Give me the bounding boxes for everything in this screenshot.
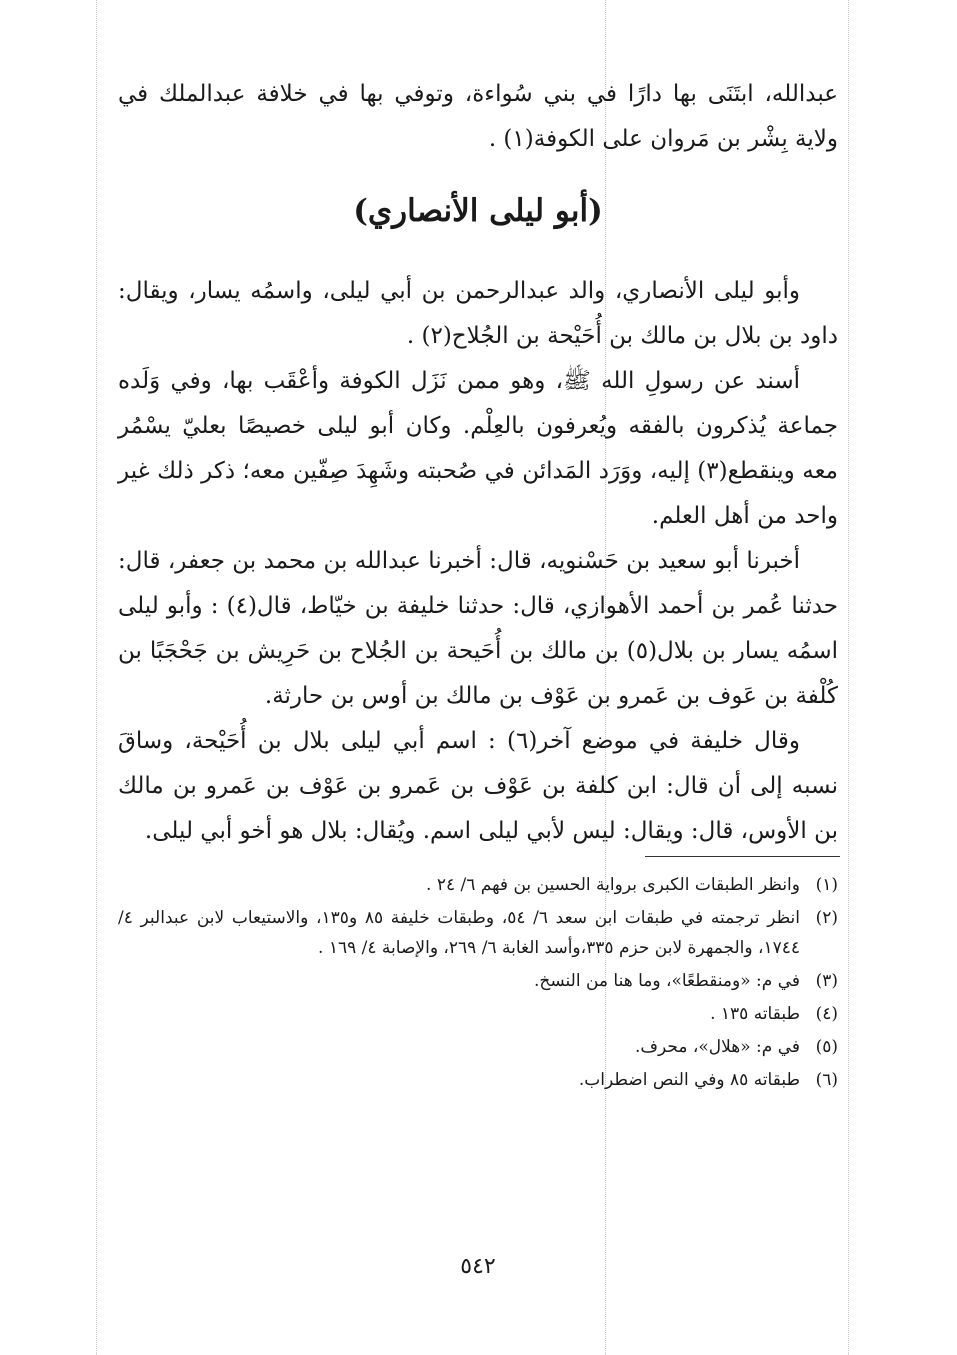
footnote-number: (٥) — [815, 1037, 838, 1057]
footnote — [118, 1065, 838, 1095]
footnote-number: (٢) — [815, 908, 838, 928]
footnote-number: (١) — [815, 875, 838, 895]
scan-artifact-line — [848, 0, 849, 1355]
footnotes — [118, 870, 838, 1098]
section-heading: (أبو ليلى الأنصاري) — [353, 193, 603, 229]
main-text — [118, 269, 838, 854]
footnote-text: انظر ترجمته في طبقات ابن سعد ٦/ ٥٤، وطبقات خليفة ٨٥ و١٣٥، والاستيعاب لابن عبدالبر ٤/ ١٧٤٤، والجمهرة لابن حزم ٣٣٥،وأسد الغابة ٦/ ٢٦٩، والإصابة ٤/ ١٦٩ . — [118, 908, 800, 958]
page-number: ٥٤٢ — [460, 1254, 496, 1279]
footnote — [118, 999, 838, 1029]
footnote-text: وانظر الطبقات الكبرى برواية الحسين بن فهم ٦/ ٢٤ . — [426, 875, 800, 895]
footnote — [118, 966, 838, 996]
footnote-number: (٤) — [815, 1004, 838, 1024]
footnote-number: (٣) — [815, 971, 838, 991]
paragraph: أسند عن رسولِ الله ﷺ، وهو ممن نَزَل الكوفة وأعْقَب بها، وفي وَلَده جماعة يُذكرون بالفقه ويُعرفون بالعِلْم. وكان أبو ليلى خصيصًا بعليّ يسْمُر معه وينقطع(٣) إليه، ووَرَد المَدائن في صُحبته وشَهِدَ صِفّين معه؛ ذكر ذلك غير واحد من أهل العلم. — [118, 368, 838, 529]
footnote-text: في م: «هلال»، محرف. — [635, 1037, 800, 1057]
scan-artifact-line — [96, 0, 97, 1355]
footnote — [118, 1032, 838, 1062]
top-paragraph: عبدالله، ابتَنَى بها دارًا في بني سُواءة، وتوفي بها في خلافة عبدالملك في ولاية بِشْر بن مَروان على الكوفة(١) . — [118, 81, 838, 152]
footnote-text: طبقاته ٨٥ وفي النص اضطراب. — [578, 1070, 800, 1090]
footnote-text: في م: «ومنقطعًا»، وما هنا من النسخ. — [533, 971, 800, 991]
top-paragraph-block — [118, 72, 838, 162]
paragraph: وأبو ليلى الأنصاري، والد عبدالرحمن بن أبي ليلى، واسمُه يسار، ويقال: داود بن بلال بن مالك بن أُحَيْحة بن الجُلاح(٢) . — [118, 278, 838, 349]
footnote-text: طبقاته ١٣٥ . — [710, 1004, 800, 1024]
footnote — [118, 903, 838, 963]
footnote-number: (٦) — [815, 1070, 838, 1090]
paragraph: أخبرنا أبو سعيد بن حَسْنويه، قال: أخبرنا عبدالله بن محمد بن جعفر، قال: حدثنا عُمر بن أحمد الأهوازي، قال: حدثنا خليفة بن خيّاط، قال(٤) : وأبو ليلى اسمُه يسار بن بلال(٥) بن مالك بن أُحَيحة بن الجُلاح بن حَرِيش بن جَحْجَبًا بن كُلْفة بن عَوف بن عَمرو بن عَوْف بن مالك بن أوس بن حارثة. — [118, 548, 839, 709]
footnote-separator — [645, 856, 840, 857]
paragraph: وقال خليفة في موضع آخر(٦) : اسم أبي ليلى بلال بن أُحَيْحة، وساقَ نسبه إلى أن قال: ابن كلفة بن عَوْف بن عَمرو بن عَوْف بن عَمرو بن مالك بن الأوس، قال: ويقال: ليس لأبي ليلى اسم. ويُقال: بلال هو أخو أبي ليلى. — [118, 728, 838, 844]
footnote — [118, 870, 838, 900]
